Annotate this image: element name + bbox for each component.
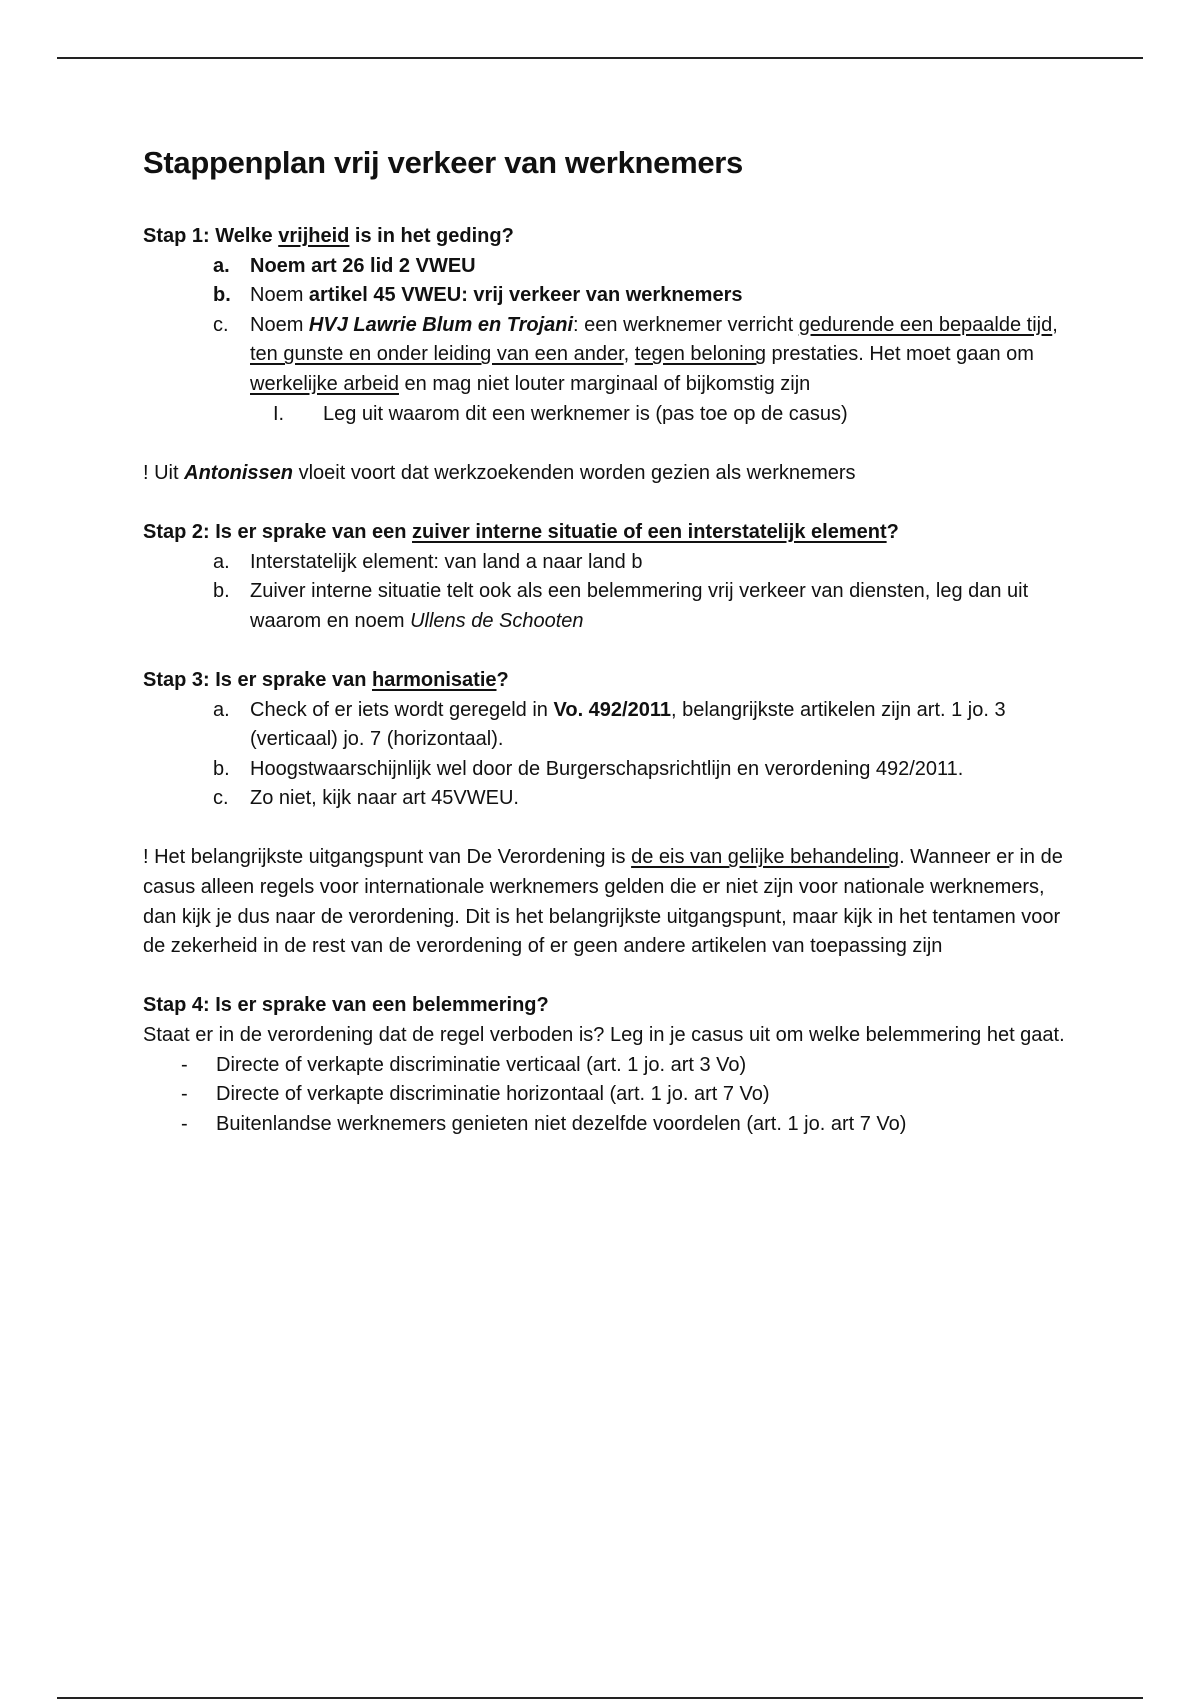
step-4-bullet-2: - Directe of verkapte discriminatie horizontaal (art. 1 jo. art 7 Vo) (181, 1083, 770, 1106)
document-title: Stappenplan vrij verkeer van werknemers (143, 145, 743, 180)
step-2-section (143, 518, 1083, 636)
footer-rule (57, 1697, 1143, 1699)
step-1-section (143, 222, 1083, 429)
step-2-item-b: b. Zuiver interne situatie telt ook als een belemmering vrij verkeer van diensten, leg dan uit waarom en noem Ullens de Schooten (213, 580, 1029, 632)
case-lawrie-blum: HVJ Lawrie Blum en Trojani (308, 313, 574, 336)
step-1-subitem-i: I. Leg uit waarom dit een werknemer is (pas toe op de casus) (273, 402, 848, 425)
step-3-heading-underlined: harmonisatie (372, 668, 497, 691)
document-body (143, 140, 1083, 1139)
step-4-section (143, 991, 1083, 1139)
step-2-item-a: a. Interstatelijk element: van land a naar land b (213, 550, 643, 573)
note-verordening: ! Het belangrijkste uitgangspunt van De Verordening is de eis van gelijke behandeling. Wanneer er in de casus alleen regels voor internationale werknemers gelden die er niet zijn voor nationale werknemers, dan kijk je dus naar de verordening. Dit is het belangrijkste uitgangspunt, maar kijk in het tentamen voor de zekerheid in de rest van de verordening of er geen andere artikelen van toepassing zijn (143, 846, 1063, 958)
step-4-bullet-3: - Buitenlandse werknemers genieten niet dezelfde voordelen (art. 1 jo. art 7 Vo) (181, 1112, 907, 1135)
case-ullens-de-schooten: Ullens de Schooten (410, 609, 584, 632)
header-rule (57, 57, 1143, 59)
note-antonissen: ! Uit Antonissen vloeit voort dat werkzoekenden worden gezien als werknemers (143, 461, 856, 484)
step-3-item-a: a. Check of er iets wordt geregeld in Vo. 492/2011, belangrijkste artikelen zijn art. 1 jo. 3 (verticaal) jo. 7 (horizontaal). (213, 698, 1006, 751)
step-1-item-b: b. Noem artikel 45 VWEU: vrij verkeer van werknemers (213, 284, 743, 307)
step-1-heading: Stap 1: Welke vrijheid is in het geding? (143, 225, 514, 247)
step-1-heading-underlined: vrijheid (278, 225, 350, 247)
step-1-item-c: c. Noem HVJ Lawrie Blum en Trojani: een werknemer verricht gedurende een bepaalde tijd, ten gunste en onder leiding van een ander, tegen beloning prestaties. Het moet gaan om werkelijke arbeid en mag niet louter marginaal of bijkomstig zijn (213, 313, 1058, 395)
step-4-bullet-1: - Directe of verkapte discriminatie verticaal (art. 1 jo. art 3 Vo) (181, 1053, 747, 1076)
step-3-item-b: b. Hoogstwaarschijnlijk wel door de Burgerschapsrichtlijn en verordening 492/2011. (213, 757, 964, 780)
step-2-heading-underlined: zuiver interne situatie of een interstatelijk element (412, 520, 887, 543)
step-4-intro: Staat er in de verordening dat de regel verboden is? Leg in je casus uit om welke belemmering het gaat. (143, 1024, 1065, 1047)
step-3-heading: Stap 3: Is er sprake van harmonisatie? (143, 668, 509, 691)
case-antonissen: Antonissen (184, 461, 294, 484)
step-1-item-a: a. Noem art 26 lid 2 VWEU (213, 254, 476, 277)
step-3-section (143, 666, 1083, 814)
step-3-item-c: c. Zo niet, kijk naar art 45VWEU. (213, 787, 519, 810)
step-2-heading: Stap 2: Is er sprake van een zuiver interne situatie of een interstatelijk element? (143, 520, 899, 543)
step-4-heading: Stap 4: Is er sprake van een belemmering? (143, 994, 549, 1017)
